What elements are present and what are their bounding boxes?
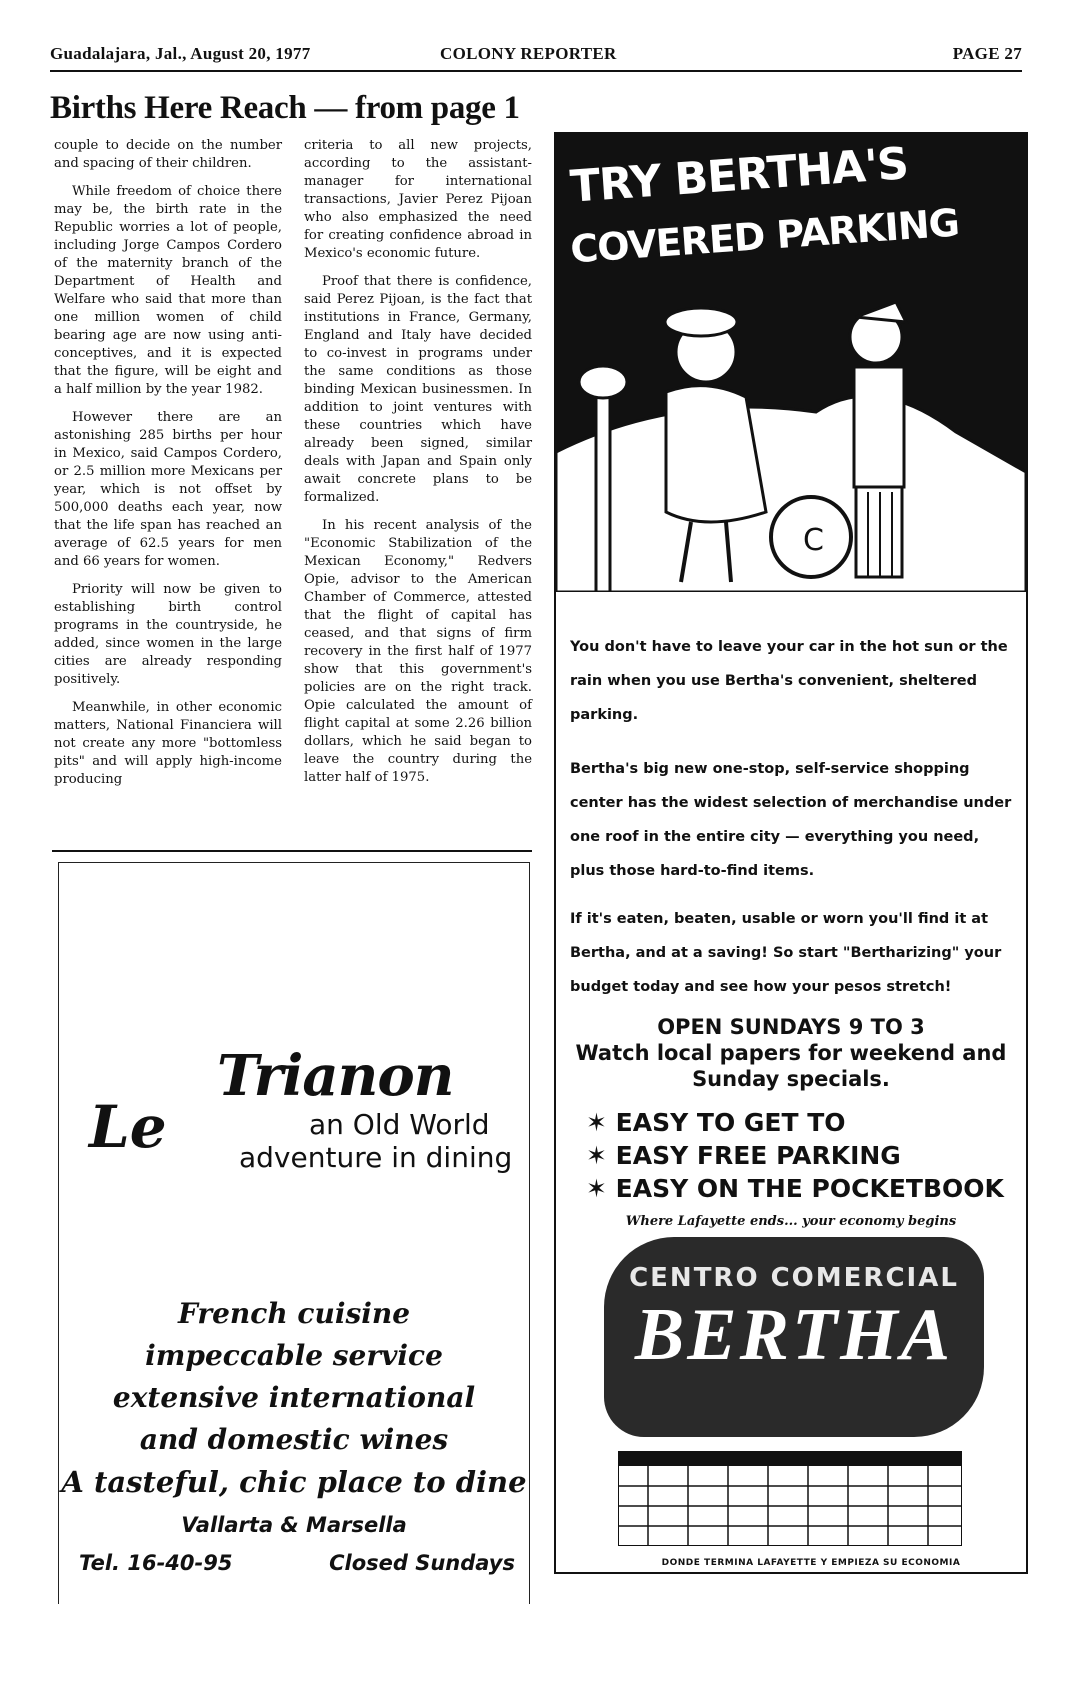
cartoon-title-line-2: COVERED PARKING [568,200,961,272]
article-column-2 [304,137,532,797]
watch-papers-line-1: Watch local papers for weekend and [575,1041,1007,1065]
bertha-slogan: Where Lafayette ends... your economy begins [625,1214,957,1229]
paragraph: In his recent analysis of the "Economic Stabilization of the Mexican Economy," Redvers Opie, advisor to the American Chamber of Commerce, attested that the flight of capital has ceased, and that signs of firm recovery in the first half of 1977 show that this government's policies are on the right track. Opie calculated the amount of flight capital at some 2.26 billion dollars, which he said began to leave the country during the latter half of 1975. [304,518,532,785]
svg-text:C: C [803,523,824,558]
watch-papers-line-2: Sunday specials. [692,1067,890,1091]
trianon-telephone: Tel. 16-40-95 [79,1551,233,1575]
bertha-logo [604,1237,984,1437]
logo-centro-comercial: CENTRO COMERCIAL [629,1263,959,1293]
feature-line: impeccable service [145,1339,443,1372]
cartoon-title-line-1: TRY BERTHA'S [568,138,910,213]
le-trianon-ad [58,862,530,1604]
paragraph: However there are an astonishing 285 births per hour in Mexico, said Campos Cordero, or 2.5 million more Mexicans per year, which is not offset by 500,000 deaths each year, now that the life span has reached an average of 62.5 years for men and 66 years for women. [54,410,282,569]
masthead-page-number: PAGE 27 [952,44,1022,63]
bertha-footer-slogan: DONDE TERMINA LAFAYETTE Y EMPIEZA SU ECONOMIA [661,1558,961,1568]
paragraph: couple to decide on the number and spacing of their children. [54,138,282,171]
tagline-line-2: adventure in dining [239,1141,513,1174]
easy-item: ✶ EASY ON THE POCKETBOOK [586,1174,1004,1203]
masthead-dateline: Guadalajara, Jal., August 20, 1977 [50,44,311,63]
paragraph: Priority will now be given to establishing birth control programs in the countryside, he added, since women in the large cities are already responding positively. [54,582,282,687]
feature-line: and domestic wines [139,1423,449,1456]
feature-line: French cuisine [177,1297,411,1330]
masthead [50,40,1022,72]
bertha-easy-list [586,1106,1004,1205]
open-sundays: OPEN SUNDAYS 9 TO 3 [657,1015,925,1039]
cartoon-scene-drawing [556,282,1026,592]
article-column-1 [54,137,282,799]
bertha-hours [556,1014,1026,1092]
article-bottom-rule [52,850,532,852]
masthead-paper-name: COLONY REPORTER [440,44,617,63]
bertha-paragraph-parking: You don't have to leave your car in the hot sun or the rain when you use Bertha's convenient, sheltered parking. [570,639,1008,723]
bertha-paragraph-savings: If it's eaten, beaten, usable or worn you'll find it at Bertha, and at a saving! So start "Bertharizing" your budget today and see how your pesos stretch! [570,911,1002,995]
easy-item: ✶ EASY FREE PARKING [586,1141,901,1170]
bertha-paragraph-shopping: Bertha's big new one-stop, self-service shopping center has the widest selection of merchandise under one roof in the entire city — everything you need, plus those hard-to-find items. [570,761,1012,879]
star-icon: ✶ [586,1141,616,1170]
bertha-bottom-rule [554,1572,1028,1574]
easy-item: ✶ EASY TO GET TO [586,1108,846,1137]
store-building-drawing [618,1442,962,1546]
paragraph: Proof that there is confidence, said Perez Pijoan, is the fact that institutions in France, Germany, England and Italy have decided to co-invest in programs under the same conditions as those binding Mexican businessmen. In addition to joint ventures with these countries which have already been signed, similar deals with Japan and Spain only await concrete plans to be formalized. [304,274,532,505]
trianon-logo [89,1043,513,1174]
paragraph: criteria to all new projects, according to the assistant-manager for international transactions, Javier Perez Pijoan who also emphasized the need for creating confidence abroad in Mexico's economic future. [304,138,532,261]
bertha-cartoon-illustration [556,132,1026,592]
logo-le: Le [89,1093,167,1161]
star-icon: ✶ [586,1174,616,1203]
star-icon: ✶ [586,1108,616,1137]
paragraph: Meanwhile, in other economic matters, National Financiera will not create any more "bottomless pits" and will apply high-income producing [54,700,282,787]
feature-line: A tasteful, chic place to dine [61,1465,527,1499]
trianon-closed-notice: Closed Sundays [329,1551,515,1575]
paragraph: While freedom of choice there may be, the birth rate in the Republic worries a lot of people, including Jorge Campos Cordero of the maternity branch of the Department of Health and Welfare who said that more than one million women of child bearing age are now using anti-conceptives, and it is expected that the figure, will be eight and a half million by the year 1982. [54,184,282,397]
bertha-ad [554,132,1028,1574]
tagline-line-1: an Old World [309,1108,490,1141]
trianon-address: Vallarta & Marsella [181,1513,407,1537]
logo-bertha: BERTHA [634,1294,954,1376]
article-headline: Births Here Reach — from page 1 [50,90,520,126]
feature-line: extensive international [112,1381,476,1414]
logo-trianon: Trianon [217,1043,454,1109]
trianon-features [59,1293,529,1503]
